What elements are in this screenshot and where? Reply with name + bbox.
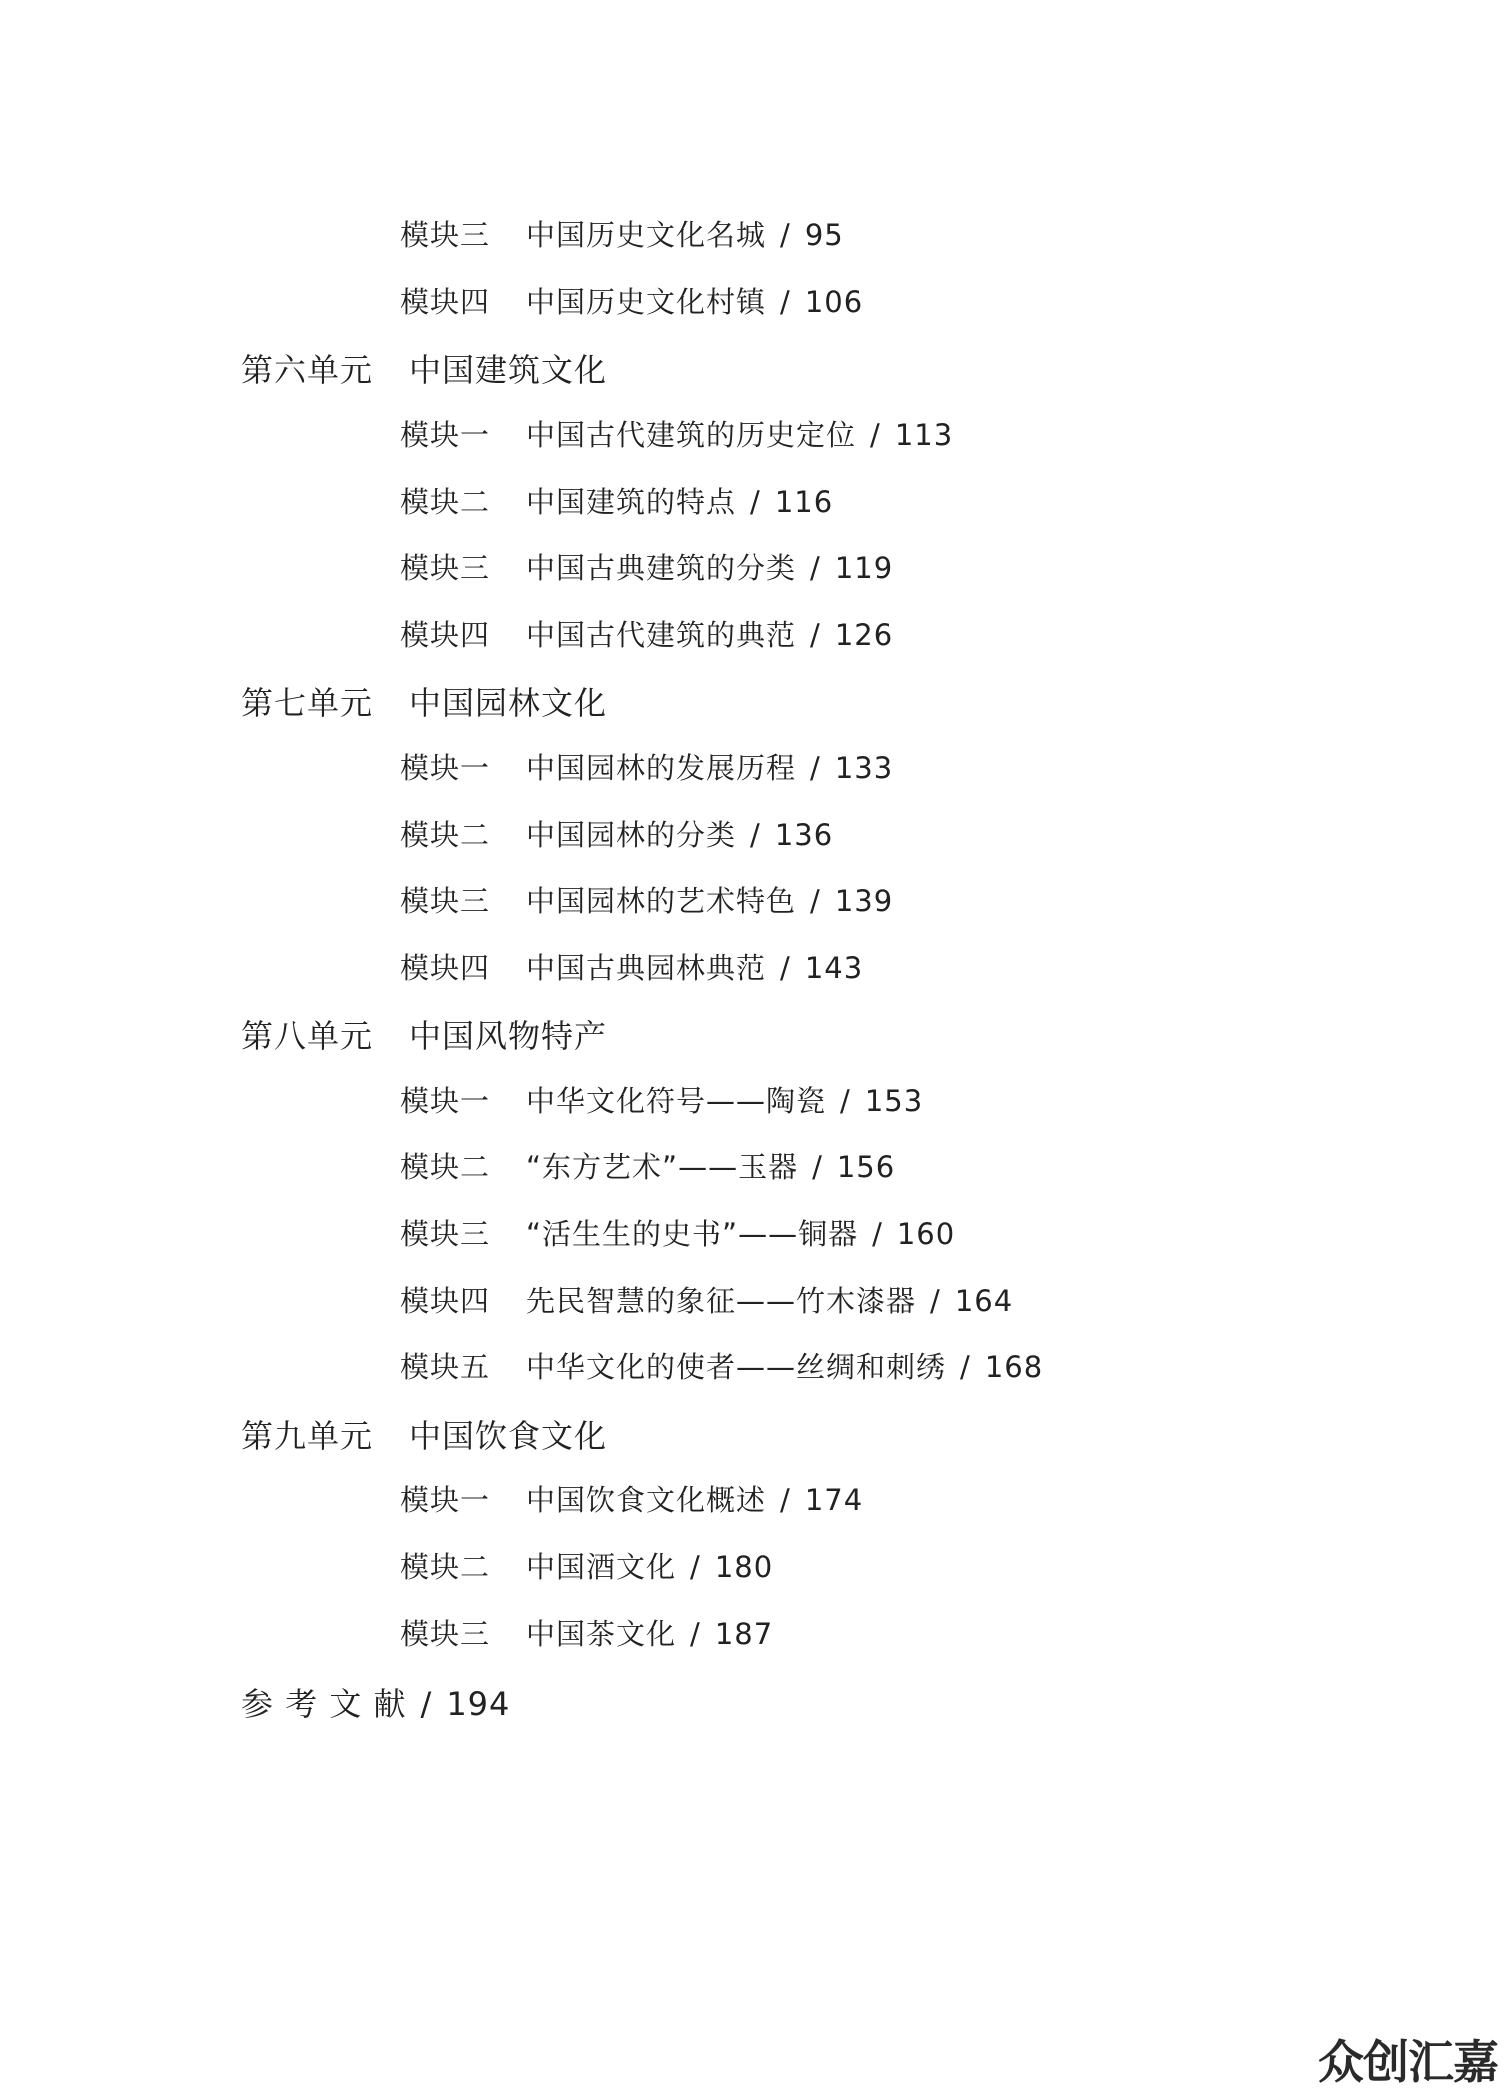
page-number: 174 [804,1483,864,1517]
slash-separator: / [690,1550,701,1584]
module-title: 中国历史文化村镇 [526,285,767,319]
page-number: 156 [836,1150,896,1184]
toc-module-entry[interactable] [400,751,894,785]
unit-title: 中国饮食文化 [409,1417,608,1455]
module-label: 模块三 [400,1217,491,1251]
toc-module-entry[interactable] [400,618,894,652]
module-label: 模块一 [400,1483,491,1517]
toc-unit-heading[interactable] [241,1417,608,1455]
page-number: 136 [774,818,834,852]
toc-module-entry[interactable] [400,1284,1014,1318]
unit-label: 第六单元 [241,351,374,389]
toc-module-entry[interactable] [400,418,954,452]
unit-label: 第八单元 [241,1017,374,1055]
toc-module-entry[interactable] [400,1217,956,1251]
toc-module-entry[interactable] [400,551,894,585]
toc-references-entry[interactable] [241,1685,511,1723]
page-number: 194 [446,1685,511,1723]
module-title: 中国园林的发展历程 [526,751,797,785]
module-label: 模块一 [400,751,491,785]
toc-module-entry[interactable] [400,951,864,985]
page-number: 180 [714,1550,774,1584]
slash-separator: / [750,485,761,519]
slash-separator: / [930,1284,941,1318]
module-title: 中国饮食文化概述 [526,1483,767,1517]
module-label: 模块二 [400,1550,491,1584]
module-label: 模块四 [400,951,491,985]
slash-separator: / [780,951,791,985]
module-label: 模块五 [400,1350,491,1384]
module-label: 模块三 [400,884,491,918]
slash-separator: / [750,818,761,852]
toc-module-entry[interactable] [400,218,844,252]
module-title: 中华文化的使者——丝绸和刺绣 [526,1350,947,1384]
module-label: 模块四 [400,1284,491,1318]
page-number: 106 [804,285,864,319]
toc-unit-heading[interactable] [241,684,608,722]
page-number: 143 [804,951,864,985]
toc-unit-heading[interactable] [241,351,608,389]
page-number: 160 [896,1217,956,1251]
slash-separator: / [420,1685,433,1723]
page-number: 119 [834,551,894,585]
page-number: 95 [804,218,844,252]
page-number: 153 [864,1084,924,1118]
page-number: 168 [984,1350,1044,1384]
slash-separator: / [960,1350,971,1384]
page-number: 139 [834,884,894,918]
toc-module-entry[interactable] [400,818,834,852]
module-title: 中国古典园林典范 [526,951,767,985]
module-label: 模块四 [400,285,491,319]
module-label: 模块一 [400,418,491,452]
unit-label: 第七单元 [241,684,374,722]
slash-separator: / [780,218,791,252]
module-title: 中国历史文化名城 [526,218,767,252]
module-title: 中国园林的艺术特色 [526,884,797,918]
module-label: 模块一 [400,1084,491,1118]
watermark-logo: 众创汇嘉 [1318,2035,1498,2089]
slash-separator: / [872,1217,883,1251]
toc-module-entry[interactable] [400,485,834,519]
slash-separator: / [690,1617,701,1651]
module-label: 模块三 [400,218,491,252]
toc-unit-heading[interactable] [241,1017,608,1055]
module-label: 模块三 [400,551,491,585]
toc-module-entry[interactable] [400,1084,924,1118]
slash-separator: / [780,285,791,319]
slash-separator: / [812,1150,823,1184]
module-title: 中国古代建筑的典范 [526,618,797,652]
toc-module-entry[interactable] [400,1550,774,1584]
toc-module-entry[interactable] [400,1617,774,1651]
module-label: 模块二 [400,1150,491,1184]
page-number: 116 [774,485,834,519]
slash-separator: / [840,1084,851,1118]
module-title: 中国茶文化 [526,1617,677,1651]
module-label: 模块四 [400,618,491,652]
module-label: 模块二 [400,818,491,852]
unit-title: 中国园林文化 [409,684,608,722]
unit-title: 中国建筑文化 [409,351,608,389]
module-title: 中国古典建筑的分类 [526,551,797,585]
toc-module-entry[interactable] [400,884,894,918]
slash-separator: / [870,418,881,452]
unit-title: 中国风物特产 [409,1017,608,1055]
toc-module-entry[interactable] [400,1483,864,1517]
page-number: 133 [834,751,894,785]
toc-module-entry[interactable] [400,1150,896,1184]
references-title: 参 考 文 献 [241,1685,407,1723]
page-number: 187 [714,1617,774,1651]
module-label: 模块二 [400,485,491,519]
slash-separator: / [810,551,821,585]
module-title: 中华文化符号——陶瓷 [526,1084,827,1118]
module-label: 模块三 [400,1617,491,1651]
module-title: “活生生的史书”——铜器 [526,1217,859,1251]
toc-module-entry[interactable] [400,285,864,319]
page-number: 113 [894,418,954,452]
page-number: 126 [834,618,894,652]
page-number: 164 [954,1284,1014,1318]
module-title: 中国园林的分类 [526,818,737,852]
slash-separator: / [810,618,821,652]
toc-module-entry[interactable] [400,1350,1044,1384]
module-title: 中国酒文化 [526,1550,677,1584]
slash-separator: / [810,751,821,785]
module-title: 先民智慧的象征——竹木漆器 [526,1284,917,1318]
module-title: 中国古代建筑的历史定位 [526,418,857,452]
unit-label: 第九单元 [241,1417,374,1455]
module-title: “东方艺术”——玉器 [526,1150,799,1184]
slash-separator: / [780,1483,791,1517]
module-title: 中国建筑的特点 [526,485,737,519]
slash-separator: / [810,884,821,918]
